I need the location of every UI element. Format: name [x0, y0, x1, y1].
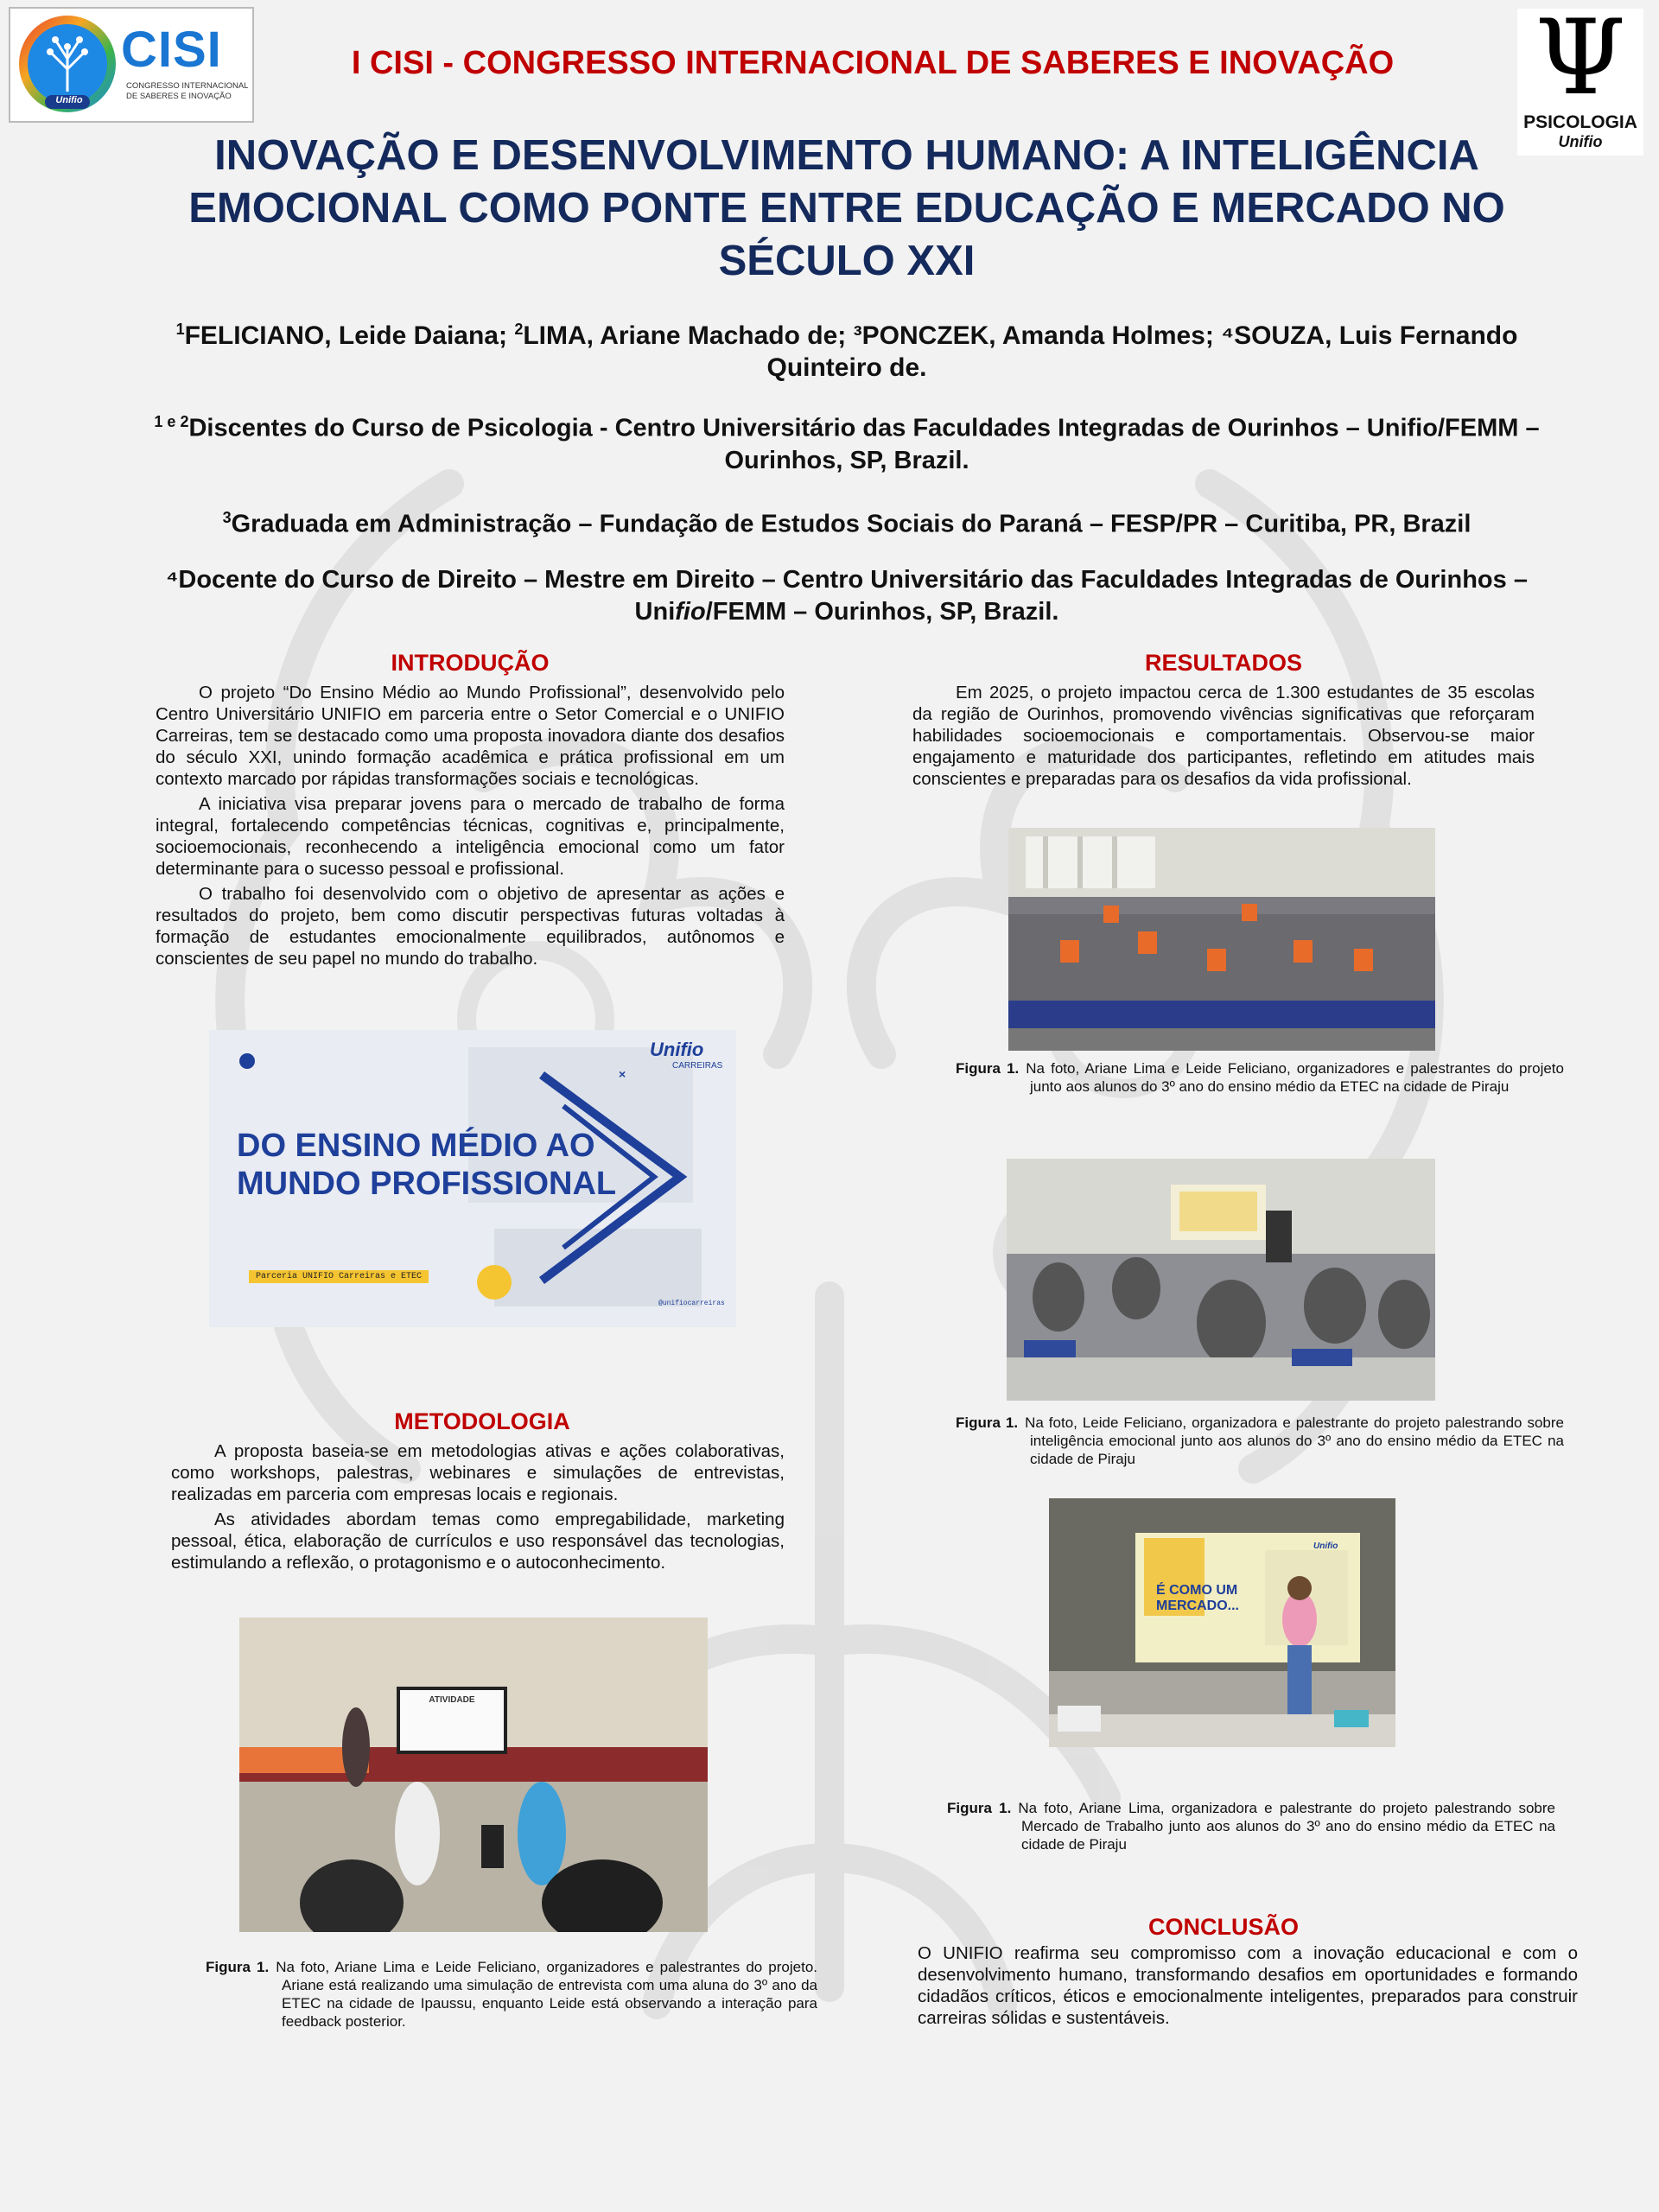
interview-simulation-photo [239, 1618, 708, 1932]
psi-logo-line1: PSICOLOGIA [1523, 112, 1637, 132]
congress-title: I CISI - CONGRESSO INTERNACIONAL DE SABERES E INOVAÇÃO [351, 45, 1395, 81]
intro-heading: INTRODUÇÃO [391, 650, 550, 676]
banner-handle: @unifiocarreiras [658, 1300, 725, 1307]
classroom-lecture-photo [1007, 1159, 1435, 1401]
poster-title: INOVAÇÃO E DESENVOLVIMENTO HUMANO: A INTELIGÊNCIA EMOCIONAL COMO PONTE ENTRE EDUCAÇÃO E MERCADO NO SÉCULO XXI [188, 132, 1505, 284]
figure2-caption: Figura 1. Na foto, Leide Feliciano, organizadora e palestrante do projeto palestrando sobre inteligência emocional junto aos alunos do 3º ano do ensino médio da ETEC na cidade de Piraju [956, 1414, 1564, 1467]
metodologia-body [171, 1440, 785, 1573]
metodologia-heading: METODOLOGIA [394, 1408, 570, 1434]
cisi-logo [9, 7, 254, 123]
metodologia-p1: A proposta baseia-se em metodologias ativas e ações colaborativas, como workshops, palestras, webinares e simulações de entrevistas, realizadas em parceria com empresas locais e regionais. [171, 1441, 785, 1504]
svg-text:×: × [619, 1067, 626, 1081]
affiliation-2: $^3$Graduada em Administração – Fundação de Estudos Sociais do Paraná – FESP/PR – Curitiba, PR, Brazil [222, 509, 1471, 538]
affiliation-1: $^{1 e 2}$Discentes do Curso de Psicologia - Centro Universitário das Faculdades Integradas de Ourinhos – Unifio/FEMM – Ourinhos, SP, Brazil. [154, 413, 1540, 474]
figure3-caption: Figura 1. Na foto, Ariane Lima, organizadora e palestrante do projeto palestrando sobre Mercado de Trabalho junto aos alunos do 3º ano do ensino médio da ETEC na cidade de Piraju [947, 1800, 1555, 1853]
conclusao-heading: CONCLUSÃO [1148, 1914, 1299, 1940]
banner-brand: Unifio [650, 1039, 704, 1060]
resultados-body [912, 682, 1535, 790]
group-photo [1008, 828, 1435, 1051]
psi-icon: Ψ [1535, 0, 1626, 118]
figure4-caption: Figura 1. Na foto, Ariane Lima e Leide Feliciano, organizadores e palestrantes do projeto. Ariane está realizando uma simulação de entrevista com uma aluna do 3º ano da ETEC na cidade de Ipaussu, enquanto Leide está observando a interação para feedback posterior. [206, 1959, 817, 2030]
mercado-slide-brand: Unifio [1313, 1541, 1338, 1551]
logo-badge: Unifio [55, 95, 83, 105]
market-presentation-photo [1049, 1498, 1395, 1747]
metodologia-p2: As atividades abordam temas como empregabilidade, marketing pessoal, ética, elaboração de currículos e uso responsável das tecnologias, estimulando a reflexão, o protagonismo e o autoconhecimento. [171, 1510, 785, 1573]
logo-name: CISI [121, 22, 222, 78]
banner-headline: DO ENSINO MÉDIO AO MUNDO PROFISSIONAL [237, 1128, 617, 1202]
conclusao-body [918, 1942, 1578, 2029]
atividade-slide-label: ATIVIDADE [429, 1695, 475, 1705]
conclusao-p1: O UNIFIO reafirma seu compromisso com a inovação educacional e com o desenvolvimento humano, transformando desafios em oportunidades e formando cidadãos críticos, éticos e emocionalmente inteligentes, preparados para construir carreiras sólidas e sustentáveis. [918, 1943, 1578, 2028]
psi-logo-line2: Unifio [1558, 133, 1603, 150]
figure1-caption: Figura 1. Na foto, Ariane Lima e Leide Feliciano, organizadores e palestrantes do projeto junto aos alunos do 3º ano do ensino médio da ETEC na cidade de Piraju [956, 1060, 1564, 1095]
intro-body [156, 682, 785, 969]
affiliation-3: ⁴Docente do Curso de Direito – Mestre em Direito – Centro Universitário das Faculdades Integradas de Ourinhos – Unifio/FEMM – Ourinhos, SP, Brazil. [166, 566, 1528, 626]
resultados-p1: Em 2025, o projeto impactou cerca de 1.300 estudantes de 35 escolas da região de Ourinhos, promovendo vivências significativas que reforçaram habilidades socioemocionais e comportamentais. Observou-se maior engajamento e maturidade dos participantes, refletindo em atitudes mais conscientes e preparadas para os desafios da vida profissional. [912, 683, 1535, 789]
banner-brand-sub: CARREIRAS [672, 1061, 723, 1071]
resultados-heading: RESULTADOS [1145, 650, 1302, 676]
intro-p1: O projeto “Do Ensino Médio ao Mundo Profissional”, desenvolvido pelo Centro Universitário UNIFIO em parceria entre o Setor Comercial e o UNIFIO Carreiras, tem se destacado como uma proposta inovadora diante dos desafios do século XXI, unindo formação acadêmica e prática profissional em um contexto marcado por rápidas transformações sociais e tecnológicas. [156, 683, 785, 789]
intro-p2: A iniciativa visa preparar jovens para o mercado de trabalho de forma integral, fortalecendo competências técnicas, cognitivas e, principalmente, socioemocionais, reconhecendo a inteligência emocional como um fator determinante para o sucesso pessoal e profissional. [156, 794, 785, 879]
intro-p3: O trabalho foi desenvolvido com o objetivo de apresentar as ações e resultados do projeto, bem como discutir perspectivas futuras voltadas à formação de estudantes emocionalmente equilibrados, autônomos e conscientes de seu papel no mundo do trabalho. [156, 884, 785, 969]
project-banner-image [209, 1030, 736, 1327]
mercado-slide-label: É COMO UM MERCADO... [1156, 1583, 1239, 1613]
authors: $^1$FELICIANO, Leide Daiana; $^2$LIMA, Ariane Machado de; ³PONCZEK, Amanda Holmes; ⁴SOUZA, Luis Fernando Quinteiro de. [175, 321, 1518, 382]
banner-tag: Parceria UNIFIO Carreiras e ETEC [249, 1270, 429, 1283]
logo-subtitle: CONGRESSO INTERNACIONAL DE SABERES E INOVAÇÃO [126, 81, 249, 101]
